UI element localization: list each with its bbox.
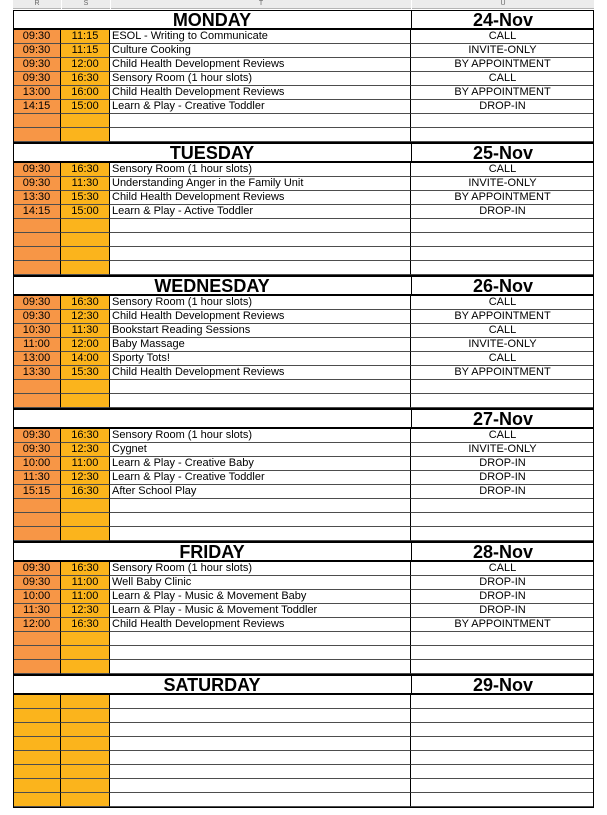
start-time-cell[interactable]: 14:15: [13, 100, 61, 114]
end-time-cell[interactable]: [61, 261, 110, 275]
column-header-r[interactable]: R: [13, 0, 61, 9]
access-cell[interactable]: [411, 261, 594, 275]
activity-cell[interactable]: Bookstart Reading Sessions: [110, 324, 411, 338]
start-time-cell[interactable]: 13:00: [13, 86, 61, 100]
access-cell[interactable]: BY APPOINTMENT: [411, 191, 594, 205]
activity-cell[interactable]: Understanding Anger in the Family Unit: [110, 177, 411, 191]
access-cell[interactable]: DROP-IN: [411, 471, 594, 485]
access-cell[interactable]: BY APPOINTMENT: [411, 310, 594, 324]
access-cell[interactable]: [411, 632, 594, 646]
end-time-cell[interactable]: 11:00: [61, 576, 110, 590]
access-cell[interactable]: [411, 737, 594, 751]
access-cell[interactable]: [411, 793, 594, 807]
access-cell[interactable]: INVITE-ONLY: [411, 338, 594, 352]
end-time-cell[interactable]: [61, 709, 110, 723]
activity-cell[interactable]: ESOL - Writing to Communicate: [110, 30, 411, 44]
end-time-cell[interactable]: 16:30: [61, 163, 110, 177]
end-time-cell[interactable]: 15:30: [61, 191, 110, 205]
access-cell[interactable]: [411, 394, 594, 408]
end-time-cell[interactable]: 16:30: [61, 429, 110, 443]
activity-cell[interactable]: Learn & Play - Creative Toddler: [110, 100, 411, 114]
activity-cell[interactable]: [110, 632, 411, 646]
start-time-cell[interactable]: [13, 646, 61, 660]
start-time-cell[interactable]: 11:30: [13, 471, 61, 485]
end-time-cell[interactable]: [61, 128, 110, 142]
activity-cell[interactable]: Child Health Development Reviews: [110, 310, 411, 324]
end-time-cell[interactable]: 12:30: [61, 471, 110, 485]
end-time-cell[interactable]: 12:30: [61, 310, 110, 324]
column-header-u[interactable]: U: [412, 0, 594, 9]
access-cell[interactable]: DROP-IN: [411, 457, 594, 471]
start-time-cell[interactable]: 09:30: [13, 443, 61, 457]
activity-cell[interactable]: Culture Cooking: [110, 44, 411, 58]
access-cell[interactable]: [411, 765, 594, 779]
day-name[interactable]: WEDNESDAY: [13, 276, 411, 296]
activity-cell[interactable]: Well Baby Clinic: [110, 576, 411, 590]
start-time-cell[interactable]: [13, 632, 61, 646]
access-cell[interactable]: [411, 709, 594, 723]
start-time-cell[interactable]: 09:30: [13, 296, 61, 310]
access-cell[interactable]: [411, 779, 594, 793]
start-time-cell[interactable]: 09:30: [13, 177, 61, 191]
column-header-s[interactable]: S: [62, 0, 110, 9]
end-time-cell[interactable]: 16:00: [61, 86, 110, 100]
end-time-cell[interactable]: 16:30: [61, 562, 110, 576]
start-time-cell[interactable]: 13:00: [13, 352, 61, 366]
start-time-cell[interactable]: [13, 394, 61, 408]
end-time-cell[interactable]: [61, 527, 110, 541]
activity-cell[interactable]: Sensory Room (1 hour slots): [110, 562, 411, 576]
activity-cell[interactable]: After School Play: [110, 485, 411, 499]
end-time-cell[interactable]: [61, 765, 110, 779]
start-time-cell[interactable]: [13, 219, 61, 233]
start-time-cell[interactable]: [13, 779, 61, 793]
access-cell[interactable]: DROP-IN: [411, 576, 594, 590]
access-cell[interactable]: CALL: [411, 562, 594, 576]
activity-cell[interactable]: Sensory Room (1 hour slots): [110, 296, 411, 310]
end-time-cell[interactable]: [61, 114, 110, 128]
access-cell[interactable]: [411, 660, 594, 674]
end-time-cell[interactable]: 11:30: [61, 324, 110, 338]
activity-cell[interactable]: [110, 499, 411, 513]
end-time-cell[interactable]: [61, 793, 110, 807]
activity-cell[interactable]: [110, 709, 411, 723]
start-time-cell[interactable]: 11:00: [13, 338, 61, 352]
end-time-cell[interactable]: 12:30: [61, 604, 110, 618]
activity-cell[interactable]: Learn & Play - Music & Movement Baby: [110, 590, 411, 604]
end-time-cell[interactable]: 16:30: [61, 72, 110, 86]
activity-cell[interactable]: [110, 233, 411, 247]
activity-cell[interactable]: Child Health Development Reviews: [110, 366, 411, 380]
activity-cell[interactable]: [110, 751, 411, 765]
access-cell[interactable]: BY APPOINTMENT: [411, 366, 594, 380]
activity-cell[interactable]: [110, 779, 411, 793]
start-time-cell[interactable]: [13, 128, 61, 142]
access-cell[interactable]: [411, 219, 594, 233]
access-cell[interactable]: CALL: [411, 324, 594, 338]
access-cell[interactable]: DROP-IN: [411, 485, 594, 499]
activity-cell[interactable]: Child Health Development Reviews: [110, 58, 411, 72]
start-time-cell[interactable]: 13:30: [13, 191, 61, 205]
end-time-cell[interactable]: 12:00: [61, 338, 110, 352]
activity-cell[interactable]: Learn & Play - Creative Toddler: [110, 471, 411, 485]
access-cell[interactable]: CALL: [411, 30, 594, 44]
start-time-cell[interactable]: [13, 765, 61, 779]
end-time-cell[interactable]: [61, 737, 110, 751]
end-time-cell[interactable]: [61, 779, 110, 793]
access-cell[interactable]: [411, 380, 594, 394]
end-time-cell[interactable]: 11:15: [61, 30, 110, 44]
access-cell[interactable]: [411, 751, 594, 765]
access-cell[interactable]: [411, 723, 594, 737]
activity-cell[interactable]: [110, 646, 411, 660]
start-time-cell[interactable]: 09:30: [13, 562, 61, 576]
day-date[interactable]: 28-Nov: [411, 542, 594, 562]
end-time-cell[interactable]: 12:30: [61, 443, 110, 457]
access-cell[interactable]: INVITE-ONLY: [411, 44, 594, 58]
end-time-cell[interactable]: [61, 219, 110, 233]
start-time-cell[interactable]: 10:30: [13, 324, 61, 338]
activity-cell[interactable]: [110, 261, 411, 275]
end-time-cell[interactable]: [61, 513, 110, 527]
activity-cell[interactable]: [110, 765, 411, 779]
start-time-cell[interactable]: [13, 247, 61, 261]
start-time-cell[interactable]: [13, 751, 61, 765]
activity-cell[interactable]: [110, 793, 411, 807]
activity-cell[interactable]: Learn & Play - Active Toddler: [110, 205, 411, 219]
activity-cell[interactable]: Cygnet: [110, 443, 411, 457]
activity-cell[interactable]: [110, 527, 411, 541]
end-time-cell[interactable]: [61, 394, 110, 408]
activity-cell[interactable]: Child Health Development Reviews: [110, 618, 411, 632]
activity-cell[interactable]: Learn & Play - Creative Baby: [110, 457, 411, 471]
column-header-t[interactable]: T: [111, 0, 411, 9]
access-cell[interactable]: CALL: [411, 352, 594, 366]
access-cell[interactable]: CALL: [411, 429, 594, 443]
start-time-cell[interactable]: [13, 233, 61, 247]
start-time-cell[interactable]: [13, 499, 61, 513]
day-date[interactable]: 27-Nov: [411, 409, 594, 429]
start-time-cell[interactable]: 09:30: [13, 163, 61, 177]
day-name[interactable]: SATURDAY: [13, 675, 411, 695]
access-cell[interactable]: CALL: [411, 163, 594, 177]
end-time-cell[interactable]: [61, 499, 110, 513]
start-time-cell[interactable]: 09:30: [13, 30, 61, 44]
access-cell[interactable]: [411, 695, 594, 709]
day-date[interactable]: 26-Nov: [411, 276, 594, 296]
start-time-cell[interactable]: [13, 737, 61, 751]
start-time-cell[interactable]: 10:00: [13, 457, 61, 471]
end-time-cell[interactable]: 16:30: [61, 485, 110, 499]
activity-cell[interactable]: [110, 380, 411, 394]
start-time-cell[interactable]: [13, 793, 61, 807]
access-cell[interactable]: INVITE-ONLY: [411, 177, 594, 191]
end-time-cell[interactable]: 15:00: [61, 205, 110, 219]
end-time-cell[interactable]: 16:30: [61, 296, 110, 310]
activity-cell[interactable]: [110, 128, 411, 142]
access-cell[interactable]: CALL: [411, 296, 594, 310]
access-cell[interactable]: [411, 499, 594, 513]
start-time-cell[interactable]: 09:30: [13, 576, 61, 590]
end-time-cell[interactable]: [61, 646, 110, 660]
end-time-cell[interactable]: 14:00: [61, 352, 110, 366]
end-time-cell[interactable]: 11:15: [61, 44, 110, 58]
end-time-cell[interactable]: [61, 233, 110, 247]
start-time-cell[interactable]: 09:30: [13, 58, 61, 72]
start-time-cell[interactable]: [13, 709, 61, 723]
start-time-cell[interactable]: [13, 723, 61, 737]
end-time-cell[interactable]: [61, 751, 110, 765]
access-cell[interactable]: DROP-IN: [411, 590, 594, 604]
start-time-cell[interactable]: 14:15: [13, 205, 61, 219]
day-name[interactable]: TUESDAY: [13, 143, 411, 163]
activity-cell[interactable]: [110, 219, 411, 233]
activity-cell[interactable]: [110, 114, 411, 128]
day-name[interactable]: [13, 409, 411, 429]
activity-cell[interactable]: [110, 247, 411, 261]
start-time-cell[interactable]: 15:15: [13, 485, 61, 499]
start-time-cell[interactable]: [13, 527, 61, 541]
start-time-cell[interactable]: [13, 261, 61, 275]
activity-cell[interactable]: Sporty Tots!: [110, 352, 411, 366]
access-cell[interactable]: BY APPOINTMENT: [411, 58, 594, 72]
start-time-cell[interactable]: [13, 513, 61, 527]
day-name[interactable]: MONDAY: [13, 10, 411, 30]
end-time-cell[interactable]: 16:30: [61, 618, 110, 632]
activity-cell[interactable]: [110, 394, 411, 408]
end-time-cell[interactable]: 12:00: [61, 58, 110, 72]
day-date[interactable]: 24-Nov: [411, 10, 594, 30]
access-cell[interactable]: [411, 527, 594, 541]
end-time-cell[interactable]: [61, 380, 110, 394]
start-time-cell[interactable]: 10:00: [13, 590, 61, 604]
access-cell[interactable]: DROP-IN: [411, 100, 594, 114]
end-time-cell[interactable]: [61, 632, 110, 646]
end-time-cell[interactable]: 11:00: [61, 457, 110, 471]
activity-cell[interactable]: [110, 737, 411, 751]
end-time-cell[interactable]: [61, 247, 110, 261]
activity-cell[interactable]: Learn & Play - Music & Movement Toddler: [110, 604, 411, 618]
access-cell[interactable]: BY APPOINTMENT: [411, 618, 594, 632]
activity-cell[interactable]: Baby Massage: [110, 338, 411, 352]
access-cell[interactable]: [411, 114, 594, 128]
end-time-cell[interactable]: [61, 660, 110, 674]
day-name[interactable]: FRIDAY: [13, 542, 411, 562]
activity-cell[interactable]: [110, 723, 411, 737]
access-cell[interactable]: [411, 233, 594, 247]
activity-cell[interactable]: Child Health Development Reviews: [110, 191, 411, 205]
end-time-cell[interactable]: 11:30: [61, 177, 110, 191]
start-time-cell[interactable]: [13, 380, 61, 394]
activity-cell[interactable]: Sensory Room (1 hour slots): [110, 72, 411, 86]
access-cell[interactable]: [411, 247, 594, 261]
access-cell[interactable]: INVITE-ONLY: [411, 443, 594, 457]
start-time-cell[interactable]: 11:30: [13, 604, 61, 618]
start-time-cell[interactable]: 09:30: [13, 44, 61, 58]
access-cell[interactable]: [411, 128, 594, 142]
activity-cell[interactable]: [110, 695, 411, 709]
end-time-cell[interactable]: [61, 723, 110, 737]
access-cell[interactable]: DROP-IN: [411, 205, 594, 219]
start-time-cell[interactable]: 13:30: [13, 366, 61, 380]
start-time-cell[interactable]: 09:30: [13, 72, 61, 86]
start-time-cell[interactable]: 09:30: [13, 310, 61, 324]
access-cell[interactable]: [411, 513, 594, 527]
access-cell[interactable]: BY APPOINTMENT: [411, 86, 594, 100]
day-date[interactable]: 29-Nov: [411, 675, 594, 695]
activity-cell[interactable]: Child Health Development Reviews: [110, 86, 411, 100]
day-date[interactable]: 25-Nov: [411, 143, 594, 163]
end-time-cell[interactable]: 11:00: [61, 590, 110, 604]
end-time-cell[interactable]: 15:30: [61, 366, 110, 380]
activity-cell[interactable]: [110, 513, 411, 527]
start-time-cell[interactable]: [13, 660, 61, 674]
start-time-cell[interactable]: [13, 695, 61, 709]
start-time-cell[interactable]: [13, 114, 61, 128]
activity-cell[interactable]: [110, 660, 411, 674]
start-time-cell[interactable]: 12:00: [13, 618, 61, 632]
access-cell[interactable]: [411, 646, 594, 660]
access-cell[interactable]: CALL: [411, 72, 594, 86]
end-time-cell[interactable]: [61, 695, 110, 709]
end-time-cell[interactable]: 15:00: [61, 100, 110, 114]
activity-cell[interactable]: Sensory Room (1 hour slots): [110, 163, 411, 177]
activity-cell[interactable]: Sensory Room (1 hour slots): [110, 429, 411, 443]
start-time-cell[interactable]: 09:30: [13, 429, 61, 443]
access-cell[interactable]: DROP-IN: [411, 604, 594, 618]
